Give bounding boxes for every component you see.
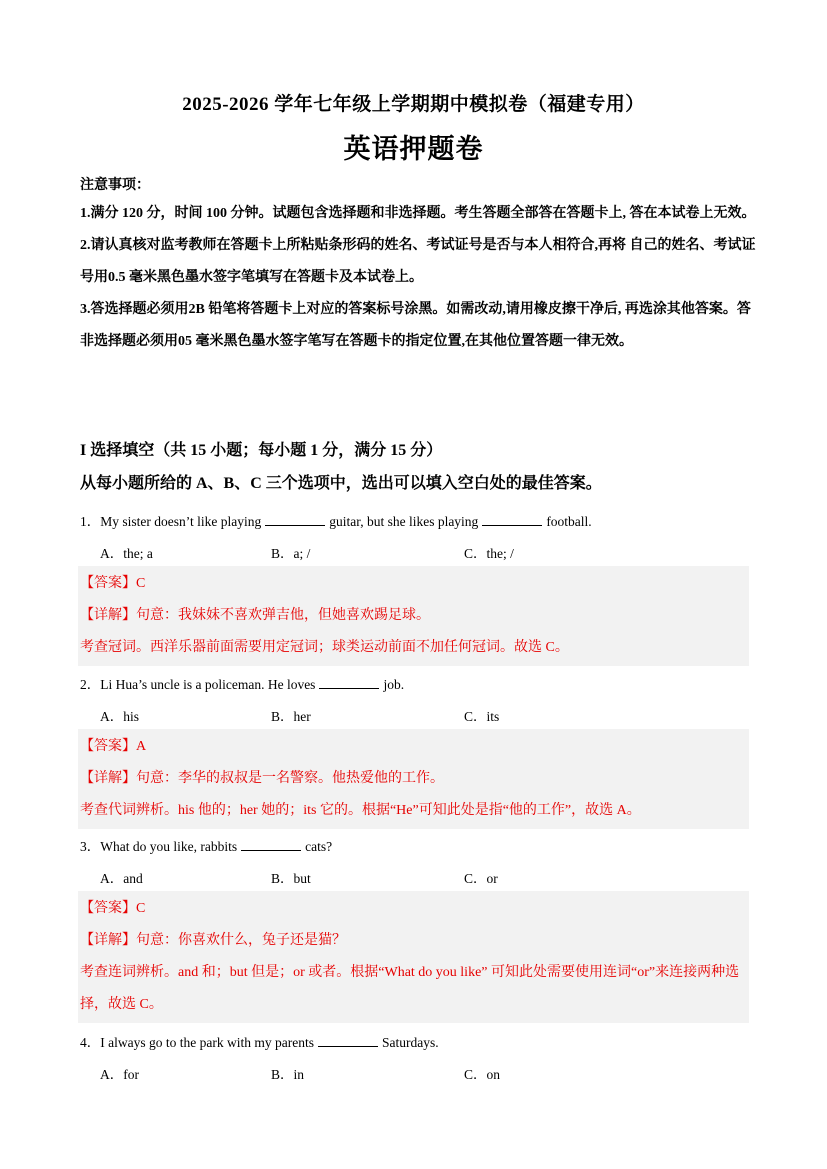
- option-a: A．the; a: [100, 546, 153, 561]
- answer-box: [78, 566, 749, 666]
- notice-item: 1.满分 120 分，时间 100 分钟。试题包含选择题和非选择题。考生答题全部答在答题卡上, 答在本试卷上无效。: [80, 206, 756, 221]
- exam-subtitle: 英语押题卷: [343, 134, 484, 164]
- explanation-line: 考查代词辨析。his 他的；her 她的；its 它的。根据“He”可知此处是指“他的工作”，故选 A。: [80, 803, 641, 818]
- option-b: B．her: [271, 709, 311, 724]
- answer-key: 【答案】C: [80, 576, 146, 591]
- answer-blank: [482, 514, 542, 526]
- option-c: C．the; /: [464, 546, 514, 561]
- option-a: A．for: [100, 1067, 139, 1082]
- notice-item: 2.请认真核对监考教师在答题卡上所粘贴条形码的姓名、考试证号是否与本人相符合,再将 自己的姓名、考试证号用0.5 毫米黑色墨水签字笔填写在答题卡及本试卷上。: [80, 238, 756, 285]
- option-c: C．on: [464, 1067, 501, 1082]
- answer-blank: [319, 677, 379, 689]
- option-b: B．but: [271, 871, 311, 886]
- option-c: C．its: [464, 709, 500, 724]
- answer-key: 【答案】C: [80, 901, 146, 916]
- answer-blank: [265, 514, 325, 526]
- explanation-line: 【详解】句意：我妹妹不喜欢弹吉他，但她喜欢踢足球。: [80, 608, 430, 623]
- answer-blank: [318, 1035, 378, 1047]
- answer-key: 【答案】A: [80, 739, 147, 754]
- explanation-line: 【详解】句意：李华的叔叔是一名警察。他热爱他的工作。: [80, 771, 444, 786]
- section-instruction: 从每小题所给的 A、B、C 三个选项中，选出可以填入空白处的最佳答案。: [80, 475, 602, 492]
- option-a: A．his: [100, 709, 140, 724]
- notice-item: 3.答选择题必须用2B 铅笔将答题卡上对应的答案标号涂黑。如需改动,请用橡皮擦干净后, 再选涂其他答案。答非选择题必须用05 毫米黑色墨水签字笔写在答题卡的指定位置,在其他位置答题一律无效。: [80, 302, 751, 349]
- question-stem: 1．My sister doesn’t like playing guitar, but she likes playing football.: [80, 514, 592, 529]
- exam-title: 2025-2026 学年七年级上学期期中模拟卷（福建专用）: [182, 94, 645, 115]
- option-c: C．or: [464, 871, 498, 886]
- answer-box: [78, 891, 749, 1023]
- question-stem: 4．I always go to the park with my parents Saturdays.: [80, 1035, 439, 1050]
- notice-heading: 注意事项：: [80, 178, 150, 193]
- section-heading: I 选择填空（共 15 小题；每小题 1 分，满分 15 分）: [80, 442, 443, 459]
- explanation-line: 考查冠词。西洋乐器前面需要用定冠词；球类运动前面不加任何冠词。故选 C。: [80, 640, 569, 655]
- answer-blank: [241, 839, 301, 851]
- option-b: B．in: [271, 1067, 305, 1082]
- option-a: A．and: [100, 871, 143, 886]
- option-b: B．a; /: [271, 546, 311, 561]
- notice-list: [80, 198, 760, 358]
- explanation-line: 考查连词辨析。and 和；but 但是；or 或者。根据“What do you like” 可知此处需要使用连词“or”来连接两种选择，故选 C。: [80, 965, 740, 1012]
- answer-box: [78, 729, 749, 829]
- question-stem: 3．What do you like, rabbits cats?: [80, 839, 333, 854]
- explanation-line: 【详解】句意：你喜欢什么，兔子还是猫？: [80, 933, 346, 948]
- question-stem: 2．Li Hua’s uncle is a policeman. He loves job.: [80, 677, 405, 692]
